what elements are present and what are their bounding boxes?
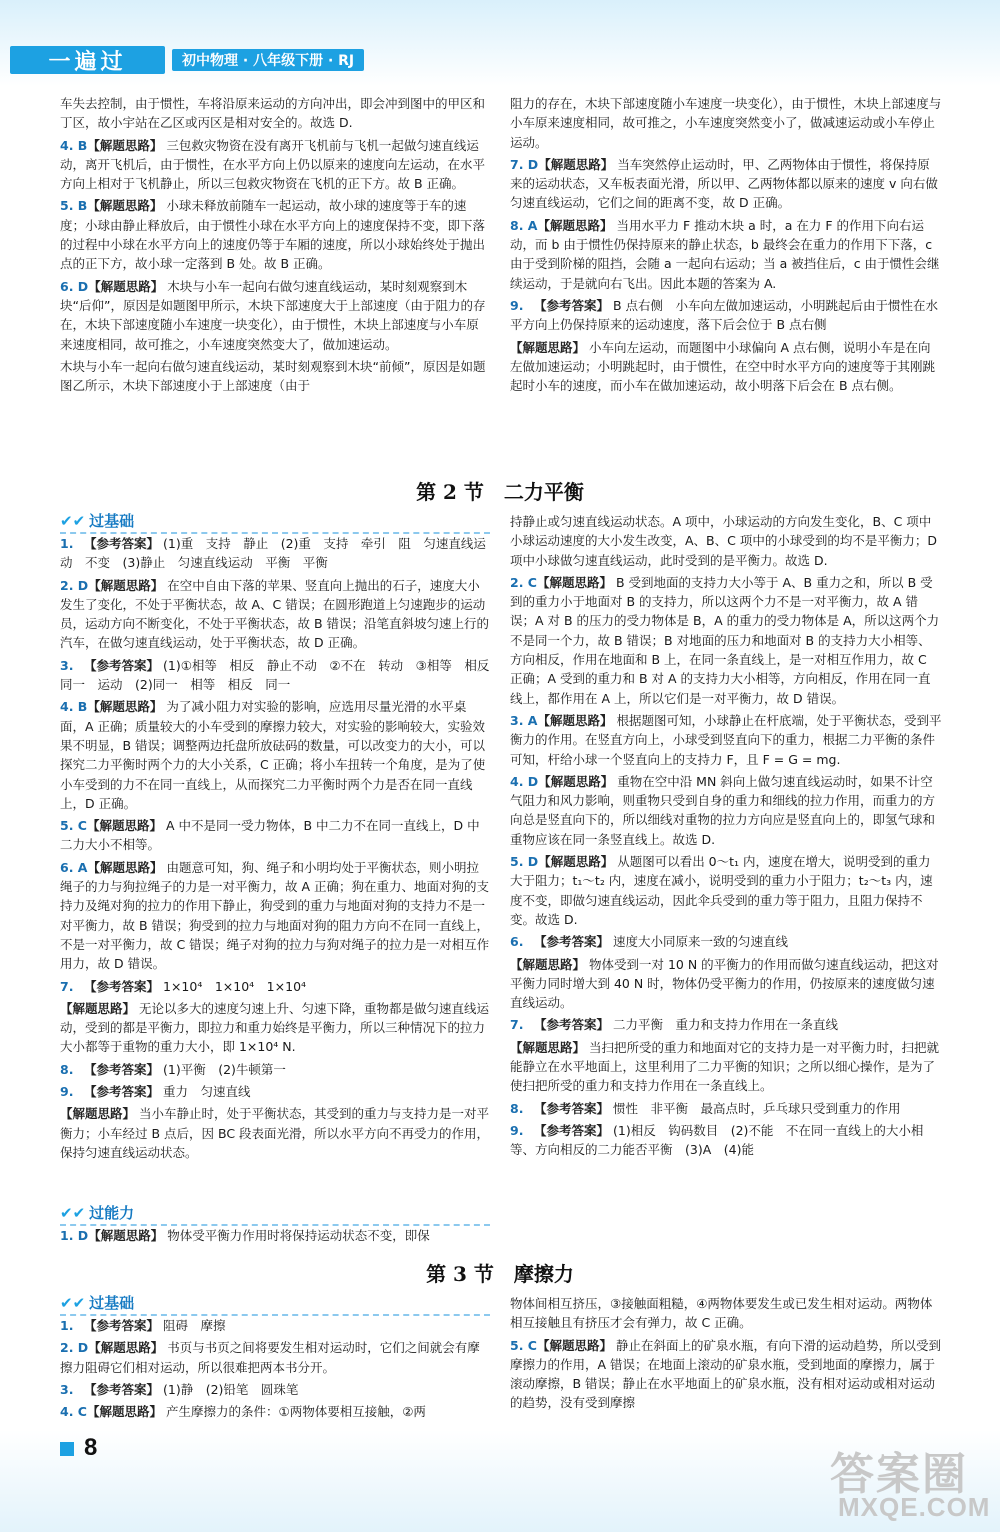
item-tag: 【解题思路】: [88, 1340, 164, 1356]
item-text: A 中不是同一受力物体，B 中二力不在同一直线上，D 中二力大小不相等。: [60, 818, 480, 853]
item-number: 4. D: [510, 773, 539, 789]
item-tag: 【参考答案】: [84, 1318, 160, 1333]
item-text: 当车突然停止运动时，甲、乙两物体由于惯性，将保持原来的运动状态，又车板表面光滑，所以甲、乙两物体都以原来的速度 v 向右做匀速直线运动，它们之间的距离不变，故 D 正确。: [510, 156, 938, 211]
item-number: 5. B: [60, 198, 88, 214]
item-number: 4. B: [60, 137, 88, 153]
item-number: 3. A: [510, 712, 538, 728]
top-left-column: [60, 94, 490, 398]
item-tag: 【参考答案】: [534, 1100, 610, 1116]
answer-item: [60, 858, 490, 974]
answer-item: [60, 136, 490, 194]
item-number: 2. D: [60, 577, 89, 593]
item-text: (1)静 (2)铅笔 圆珠笔: [163, 1381, 299, 1397]
item-text: (1)平衡 (2)牛顿第一: [163, 1061, 286, 1077]
page-number: 8: [84, 1434, 98, 1461]
item-number: 6.: [510, 934, 524, 950]
item-text: 惯性 非平衡 最高点时，乒乓球只受到重力的作用: [613, 1100, 901, 1116]
item-number: 7.: [60, 978, 74, 994]
item-text: (1)重 支持 静止 (2)重 支持 牵引 阻 匀速直线运动 不变 (3)静止 匀速直线运动 平衡 平衡: [60, 536, 486, 571]
answer-item: [60, 1060, 490, 1079]
answer-item: [60, 196, 490, 273]
answer-item: [60, 1104, 490, 1162]
item-number: 9.: [510, 297, 524, 313]
check-icon: ✔✔: [60, 512, 86, 530]
section-2-basic-header: [60, 510, 490, 534]
item-text: (1)①相等 相反 静止不动 ②不在 转动 ③相等 相反 同一 运动 (2)同一 相等 相反 同一: [60, 657, 502, 693]
top-right-column: [510, 94, 942, 398]
book-tag: 初中物理 · 八年级下册 · RJ: [172, 49, 364, 71]
answer-item: [60, 656, 502, 695]
item-text: 产生摩擦力的条件：①两物体要相互接触，②两: [165, 1404, 426, 1420]
item-text: 静止在斜面上的矿泉水瓶，有向下滑的运动趋势，所以受到摩擦力的作用，A 错误；在地面上滚动的矿泉水瓶，受到地面的摩擦力，属于滚动摩擦，B 错误；静止在水平地面上的矿泉水瓶，没有相对运动或相对运动的趋势，没有受到摩擦: [510, 1337, 941, 1411]
item-text: 1×10⁴ 1×10⁴ 1×10⁴: [163, 978, 307, 994]
item-text: B 点右侧 小车向左做加速运动，小明跳起后由于惯性在水平方向上仍保持原来的运动速度，落下后会位于 B 点右侧: [510, 297, 939, 333]
item-number: 4. B: [60, 699, 88, 715]
item-tag: 【解题思路】: [87, 198, 163, 214]
item-number: 8.: [510, 1100, 524, 1116]
item-tag: 【解题思路】: [510, 956, 586, 972]
item-tag: 【解题思路】: [87, 699, 163, 715]
brand-logo: 一遍过: [10, 46, 165, 74]
item-tag: 【参考答案】: [84, 536, 160, 551]
item-tag: 【解题思路】: [538, 773, 614, 789]
item-tag: 【参考答案】: [84, 978, 160, 994]
answer-item: [510, 1038, 942, 1096]
item-tag: 【解题思路】: [60, 1106, 136, 1122]
item-tag: 【解题思路】: [537, 712, 613, 728]
item-number: 1. D: [60, 1228, 89, 1243]
item-number: 5. D: [510, 854, 539, 870]
item-tag: 【解题思路】: [86, 1404, 162, 1420]
answer-item: [510, 1336, 942, 1413]
item-tag: 【解题思路】: [537, 217, 613, 233]
item-tag: 【参考答案】: [534, 297, 610, 313]
answer-item: [60, 576, 490, 653]
item-text: 小车向左运动，而题图中小球偏向 A 点右侧，说明小车是在向左做加速运动；小明跳起时，由于惯性，在空中时水平方向的速度等于其刚跳起时小车的速度，而小车在做加速运动，故小明落下后会在 B 点右侧。: [510, 339, 936, 394]
answer-item: [60, 697, 490, 813]
answer-item: [510, 711, 942, 769]
item-text: 为了减小阻力对实验的影响，应选用尽量光滑的水平桌面，A 正确；质量较大的小车受到的摩擦力较大，对实验的影响较大，实验效果不明显，B 错误；调整两边托盘所放砝码的数量，可以改变力的大小，可以探究二力平衡时两个力的大小关系，C 正确；将小车扭转一个角度，是为了使小车受到的力不在同一直线上，从而探究二力平衡时两个力是否在同一直线上，D 正确。: [60, 699, 486, 811]
item-tag: 【参考答案】: [84, 1381, 160, 1397]
answer-item: [510, 1015, 942, 1034]
answer-item: [60, 1338, 490, 1377]
item-text: 木块与小车一起向右做匀速直线运动，某时刻观察到木块“后仰”，原因是如题图甲所示，木块下部速度大于上部速度（由于阻力的存在，木块下部速度随小车速度一块变化），由于惯性，木块上部速度与小车原来速度相同，故可推之，小车速度突然变大了，做加速运动。: [60, 278, 486, 352]
item-number: 3.: [60, 1381, 74, 1397]
item-number: 9.: [60, 1084, 74, 1100]
answer-item: [510, 338, 942, 396]
item-text: 阻碍 摩擦: [163, 1318, 226, 1333]
answer-item: [60, 1380, 490, 1399]
item-text: 持静止或匀速直线运动状态。A 项中，小球运动的方向发生变化，B、C 项中小球运动速度的大小发生改变，A、B、C 项中的小球受到的均不是平衡力；D 项中小球做匀速直线运动，此时受到的是平衡力。故选 D.: [510, 514, 937, 568]
answer-item: [510, 94, 942, 152]
section-3-right-column: [510, 1294, 942, 1416]
item-text: 速度大小同原来一致的匀速直线: [613, 934, 789, 950]
item-tag: 【解题思路】: [88, 577, 164, 593]
item-text: 车失去控制，由于惯性，车将沿原来运动的方向冲出，即会冲到图中的甲区和丁区，故小宇站在乙区或丙区是相对安全的。故选 D.: [60, 96, 486, 131]
item-tag: 【参考答案】: [84, 1084, 160, 1100]
answer-item: [510, 932, 942, 951]
item-text: 根据题图可知，小球静止在杆底端，处于平衡状态，受到平衡力的作用。在竖直方向上，小球受到竖直向下的重力，根据二力平衡的条件可知，杆给小球一个竖直向上的支持力 F，且 F = G = mg.: [510, 712, 942, 767]
item-tag: 【解题思路】: [86, 818, 162, 834]
answer-item: [60, 1316, 490, 1335]
item-tag: 【参考答案】: [534, 1122, 610, 1138]
item-text: 从题图可以看出 0～t₁ 内，速度在增大，说明受到的重力大于阻力；t₁～t₂ 内，速度在减小，说明受到的重力小于阻力；t₂～t₃ 内，速度不变，即做匀速直线运动，因此伞兵受到的重力等于阻力，且阻力保持不变。故选 D.: [510, 854, 933, 927]
section-3-basic-header: [60, 1292, 490, 1316]
check-icon: ✔✔: [60, 1294, 86, 1312]
section-3-title: 第 3 节 摩擦力: [426, 1262, 574, 1286]
answer-item: [510, 1099, 942, 1118]
item-text: 三包救灾物资在没有离开飞机前与飞机一起做匀速直线运动，离开飞机后，由于惯性，在水平方向上仍以原来的速度向左运动，在水平方向上相对于飞机静止，所以三包救灾物资在飞机的正下方。故 B 正确。: [60, 137, 486, 192]
item-text: 物体间相互挤压，③接触面粗糙，④两物体要发生或已发生相对运动。两物体相互接触且有挤压才会有弹力，故 C 正确。: [510, 1296, 933, 1331]
item-text: 物体受平衡力作用时将保持运动状态不变，即保: [167, 1228, 430, 1243]
answer-item: [510, 512, 942, 570]
item-tag: 【解题思路】: [510, 339, 586, 355]
basic-label: 过基础: [89, 1294, 135, 1312]
answer-item: [60, 534, 490, 573]
page-number-marker: [60, 1442, 74, 1456]
item-number: 2. D: [60, 1340, 89, 1356]
answer-item: [510, 852, 942, 929]
answer-item: [510, 1121, 942, 1160]
item-tag: 【解题思路】: [536, 1337, 612, 1353]
answer-item: [510, 1294, 942, 1333]
item-number: 5. C: [60, 818, 87, 834]
item-text: 无论以多大的速度匀速上升、匀速下降，重物都是做匀速直线运动，受到的都是平衡力，即拉力和重力始终是平衡力，所以三种情况下的拉力大小都等于重物的重力大小，即 1×10⁴ N.: [60, 1000, 490, 1055]
item-text: 当用水平力 F 推动木块 a 时，a 在力 F 的作用下向右运动，而 b 由于惯性仍保持原来的静止状态，b 最终会在重力的作用下下落，c 由于受到阶梯的阻挡，会随 a 一起向右运动；当 a 被挡住后，c 由于惯性会继续运动，于是就向右飞出。因此本题的答案为 A.: [510, 217, 940, 291]
item-tag: 【参考答案】: [534, 934, 610, 950]
answer-item: [60, 1402, 490, 1421]
item-text: 重力 匀速直线: [163, 1084, 251, 1100]
answer-item: [60, 999, 490, 1057]
item-number: 1.: [60, 1318, 74, 1333]
item-text: 小球未释放前随车一起运动，故小球的速度等于车的速度；小球由静止释放后，由于惯性小球在水平方向上的速度保持不变，即下落的过程中小球在水平方向上的速度仍等于车厢的速度，所以小球始终处于抛出点的正下方，故小球一定落到 B 处。故 B 正确。: [60, 198, 486, 272]
item-text: 书页与书页之间将要发生相对运动时，它们之间就会有摩擦力阻碍它们相对运动，所以很难把两本书分开。: [60, 1340, 480, 1375]
answer-item: [60, 94, 490, 133]
answer-item: [510, 772, 942, 849]
item-tag: 【解题思路】: [88, 278, 164, 294]
item-tag: 【解题思路】: [538, 156, 614, 172]
item-tag: 【参考答案】: [534, 1017, 610, 1033]
item-tag: 【解题思路】: [88, 1228, 164, 1243]
item-text: 由题意可知，狗、绳子和小明均处于平衡状态，则小明拉绳子的力与狗拉绳子的力是一对平衡力，故 A 正确；狗在重力、地面对狗的支持力及绳对狗的拉力的作用下静止，狗受到的重力与地面对狗的支持力不是一对平衡力，故 B 错误；狗受到的拉力与地面对狗的阻力方向不在同一直线上，不是一对平衡力，故 C 错误；绳子对狗的拉力与狗对绳子的拉力是一对相互作用力，故 D 错误。: [60, 859, 490, 972]
section-2-left-column: [60, 534, 502, 1165]
item-text: 重物在空中沿 MN 斜向上做匀速直线运动时，如果不计空气阻力和风力影响，则重物只受到自身的重力和细线的拉力作用，而重力的方向总是竖直向下的，所以细线对重物的拉力方向应是竖直向上的，即氢气球和重物应该在同一条竖直线上。故选 D.: [510, 773, 936, 847]
answer-item: [60, 1226, 490, 1245]
item-number: 4. C: [60, 1404, 87, 1420]
basic-label: 过基础: [89, 512, 135, 530]
item-number: 7.: [510, 1017, 524, 1033]
item-number: 7. D: [510, 156, 539, 172]
answer-item: [510, 573, 942, 708]
item-tag: 【解题思路】: [538, 854, 614, 870]
answer-item: [60, 816, 490, 855]
item-tag: 【解题思路】: [536, 574, 612, 590]
answer-item: [60, 1082, 490, 1101]
answer-item: [510, 216, 942, 293]
item-tag: 【解题思路】: [87, 137, 163, 153]
item-number: 3.: [60, 657, 74, 673]
answer-item: [510, 296, 942, 335]
section-2-ability-column: [60, 1226, 490, 1248]
answer-item: [60, 977, 490, 996]
section-2-ability-header: [60, 1202, 490, 1226]
check-icon: ✔✔: [60, 1204, 86, 1222]
answer-item: [60, 357, 490, 396]
item-text: B 受到地面的支持力大小等于 A、B 重力之和，所以 B 受到的重力小于地面对 B 的支持力，所以这两个力不是一对平衡力，故 A 错误；A 对 B 的压力的受力物体是 B，A 的重力的受力物体是 A，所以这两个力不是同一个力，故 B 错误；B 对地面的压力和地面对 B 的支持力大小相等、方向相反，作用在地面和 B 上，在同一条直线上，是一对相互作用力，故 C 正确；A 受到的重力和 B 对 A 的支持力大小相等，方向相反，作用在同一直线上，都作用在 A 上，所以它们是一对平衡力，故 D 错误。: [510, 574, 940, 706]
item-text: (1)相反 钩码数目 (2)不能 不在同一直线上的大小相等、方向相反的二力能否平衡 (3)A (4)能: [510, 1122, 924, 1158]
answer-item: [510, 955, 942, 1013]
item-number: 6. D: [60, 278, 89, 294]
item-tag: 【参考答案】: [84, 1061, 160, 1077]
item-tag: 【解题思路】: [510, 1039, 586, 1055]
item-number: 9.: [510, 1122, 524, 1138]
watermark-url: MXQE.COM: [838, 1492, 991, 1522]
ability-label: 过能力: [89, 1204, 135, 1222]
watermark-logo: 答案圈: [830, 1449, 968, 1500]
item-number: 8.: [60, 1061, 74, 1077]
item-tag: 【解题思路】: [87, 859, 163, 875]
section-3-left-column: [60, 1316, 490, 1424]
item-tag: 【参考答案】: [84, 657, 160, 673]
item-text: 物体受到一对 10 N 的平衡力的作用而做匀速直线运动，把这对平衡力同时增大到 40 N 时，物体仍受平衡力的作用，仍按原来的速度做匀速直线运动。: [510, 956, 939, 1011]
answer-item: [60, 277, 490, 354]
item-number: 1.: [60, 536, 74, 551]
item-number: 2. C: [510, 574, 537, 590]
item-number: 8. A: [510, 217, 538, 233]
item-text: 当小车静止时，处于平衡状态，其受到的重力与支持力是一对平衡力；小车经过 B 点后，因 BC 段表面光滑，所以水平方向不再受力的作用，保持匀速直线运动状态。: [60, 1106, 490, 1160]
section-2-right-column: [510, 512, 942, 1163]
item-tag: 【解题思路】: [60, 1000, 136, 1016]
item-text: 二力平衡 重力和支持力作用在一条直线: [613, 1017, 839, 1033]
item-text: 当扫把所受的重力和地面对它的支持力是一对平衡力时，扫把就能静立在水平地面上，这里利用了二力平衡的知识；之所以细心操作，是为了使扫把所受的重力和支持力作用在一条直线上。: [510, 1039, 940, 1094]
item-number: 6. A: [60, 859, 88, 875]
item-number: 5. C: [510, 1337, 537, 1353]
item-text: 木块与小车一起向右做匀速直线运动，某时刻观察到木块“前倾”，原因是如题图乙所示，木块下部速度小于上部速度（由于: [60, 358, 486, 394]
answer-item: [510, 155, 942, 213]
section-2-title: 第 2 节 二力平衡: [416, 480, 584, 504]
item-text: 在空中自由下落的苹果、竖直向上抛出的石子，速度大小发生了变化，不处于平衡状态，故 A、C 错误；在圆形跑道上匀速跑步的运动员，运动方向不断变化，不处于平衡状态，故 B 错误；沿笔直斜坡匀速上行的汽车，在做匀速直线运动，处于平衡状态，故 D 正确。: [60, 577, 490, 651]
item-text: 阻力的存在，木块下部速度随小车速度一块变化），由于惯性，木块上部速度与小车原来速度相同，故可推之，小车速度突然变小了，做减速运动或小车停止运动。: [510, 96, 942, 150]
